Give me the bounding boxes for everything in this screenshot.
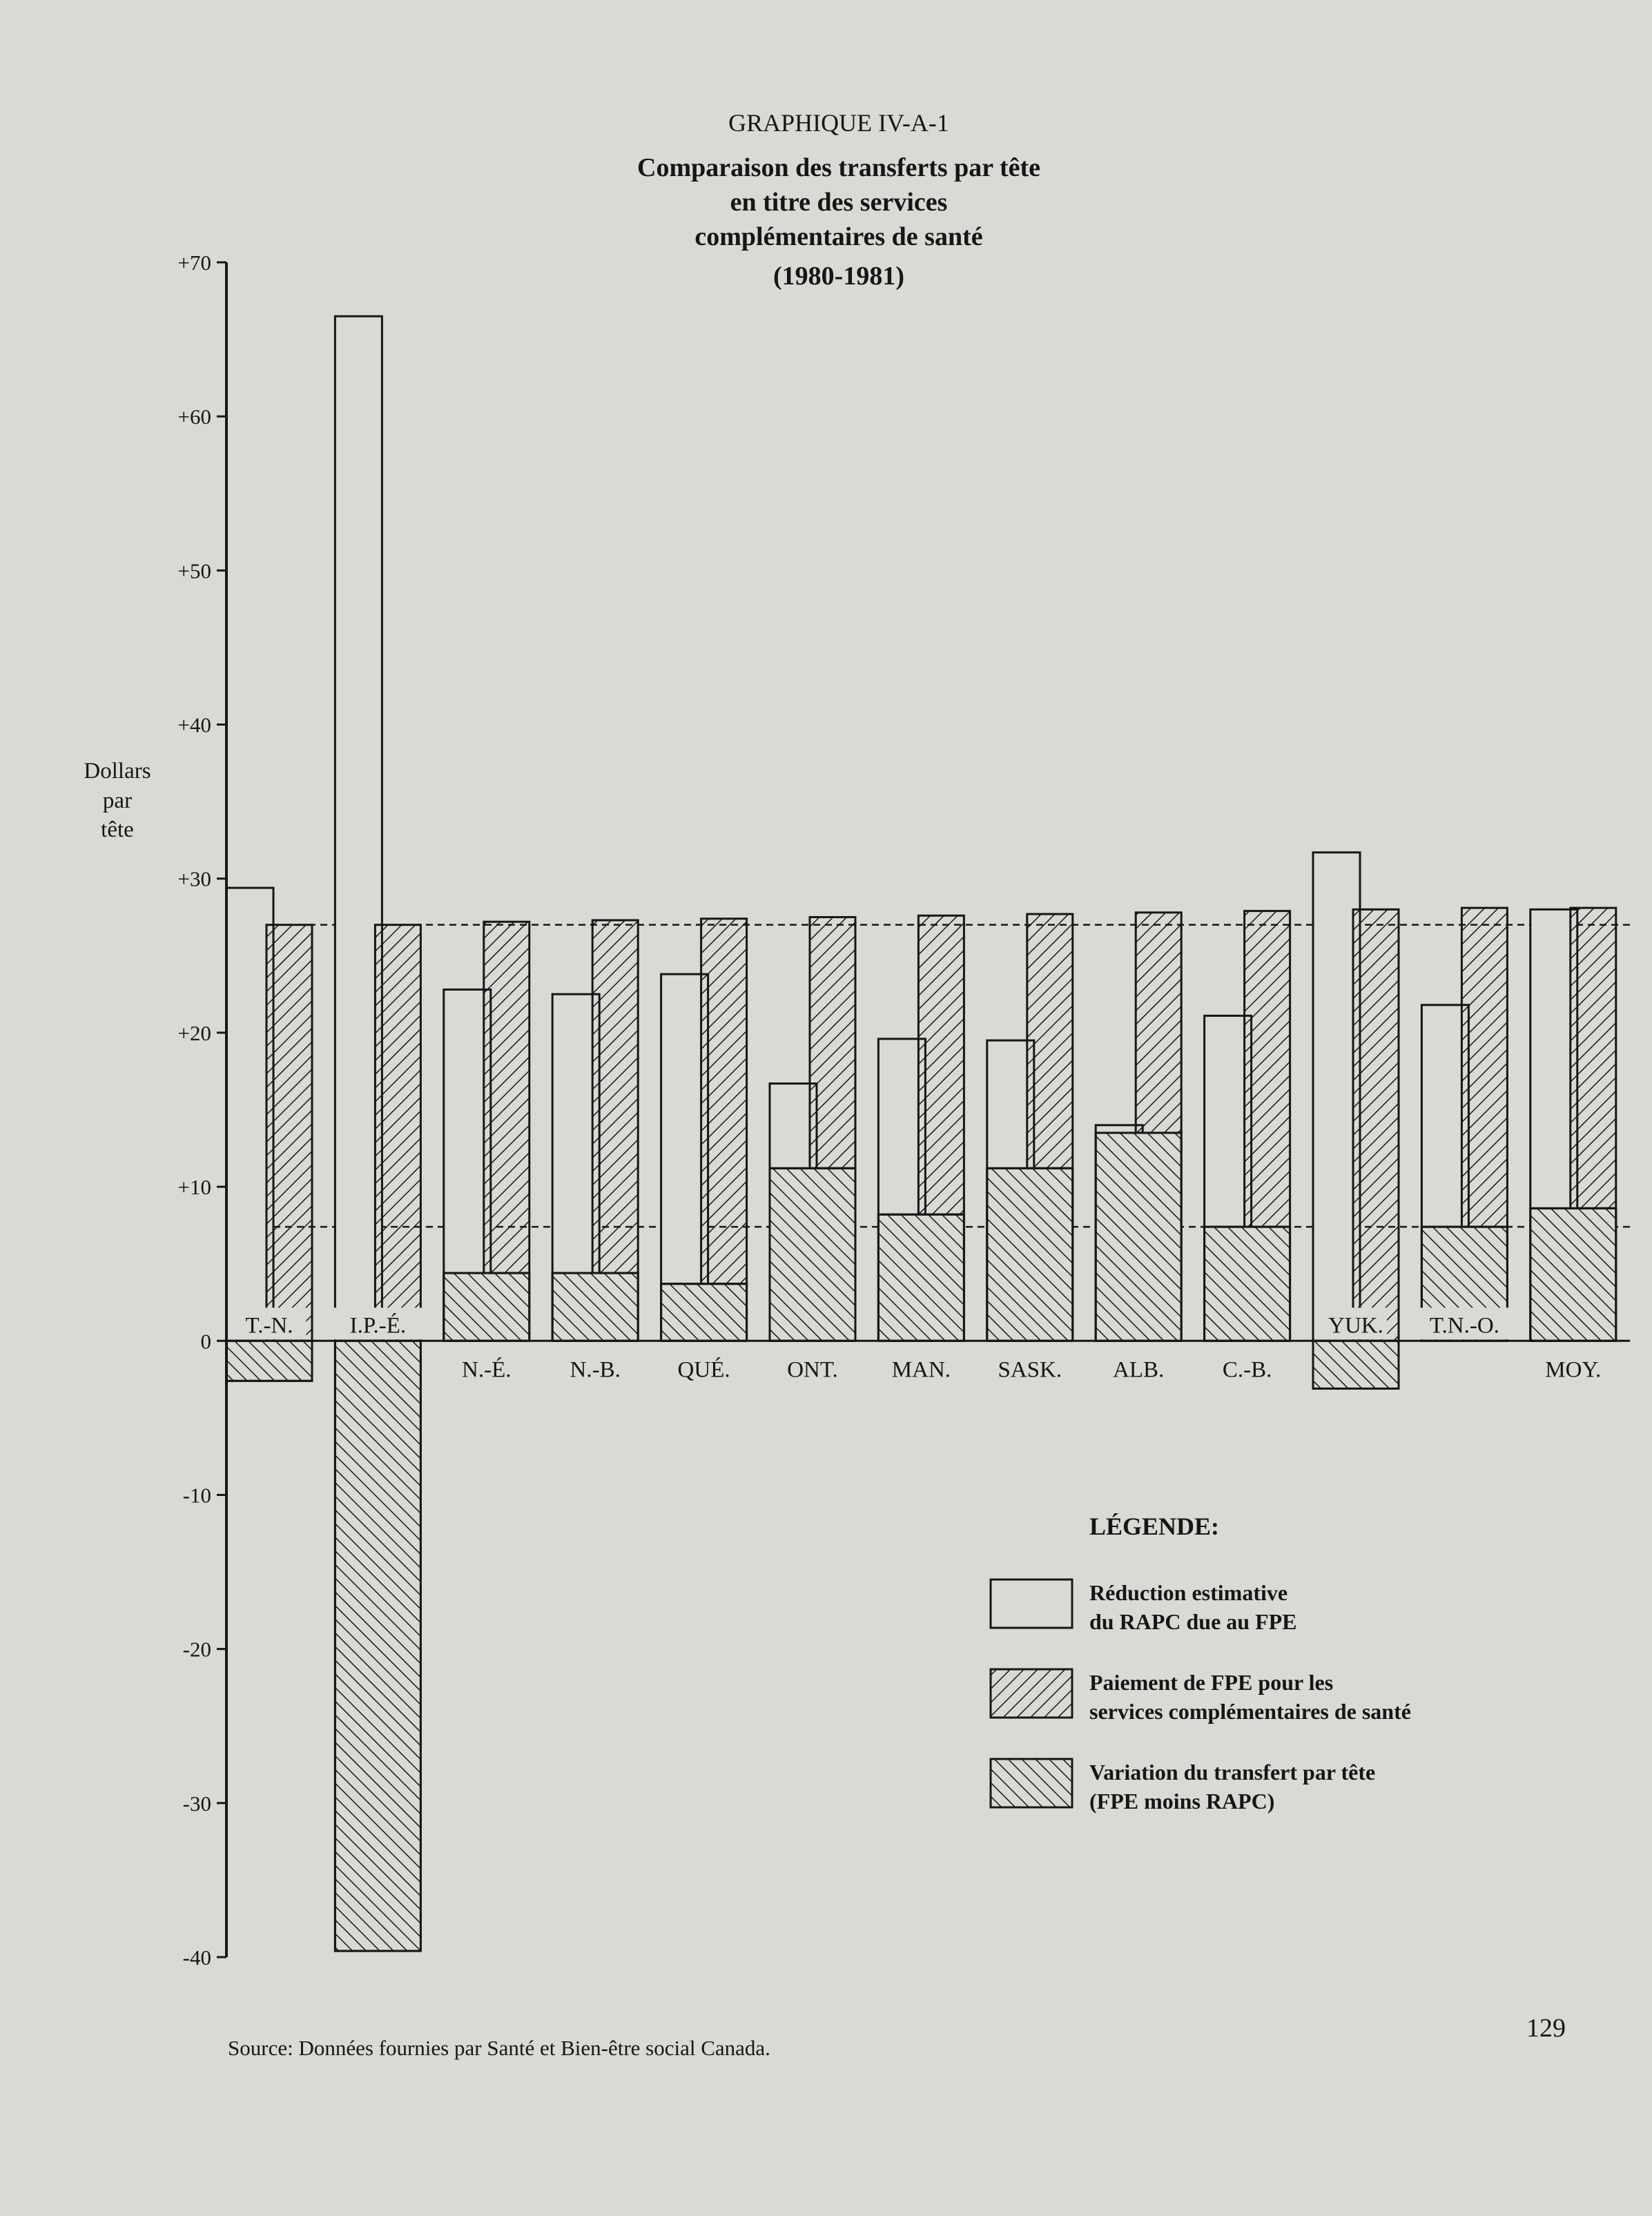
category-label: MOY. xyxy=(1545,1357,1602,1383)
category-label: I.P.-É. xyxy=(349,1313,407,1339)
category-label: YUK. xyxy=(1328,1313,1383,1339)
category-label: QUÉ. xyxy=(677,1357,730,1383)
bar-fpe-payment-tno xyxy=(1461,908,1507,1227)
bar-fpe-payment-ont xyxy=(810,917,855,1169)
bar-variation-alb xyxy=(1096,1133,1181,1341)
legend-title: LÉGENDE: xyxy=(1089,1513,1220,1540)
bar-fpe-payment-qu xyxy=(701,919,747,1284)
bar-variation-ont xyxy=(770,1168,855,1341)
legend-label: Réduction estimative xyxy=(1089,1580,1288,1605)
y-tick-label: -10 xyxy=(182,1483,211,1508)
category-label: MAN. xyxy=(891,1357,951,1383)
y-axis-label-line-3: tête xyxy=(101,817,134,842)
bar-variation-moy xyxy=(1530,1208,1616,1341)
y-tick-label: +50 xyxy=(177,558,211,583)
bar-variation-ip xyxy=(335,1341,420,1951)
bar-fpe-payment-moy xyxy=(1571,908,1616,1208)
legend-swatch-diagonal-right xyxy=(991,1669,1072,1718)
legend-label: services complémentaires de santé xyxy=(1089,1699,1411,1724)
bar-fpe-payment-sask xyxy=(1027,914,1073,1168)
y-tick-label: +30 xyxy=(177,866,211,891)
category-label: T.N.-O. xyxy=(1429,1313,1499,1339)
bar-variation-nb xyxy=(552,1273,638,1341)
legend-label: Paiement de FPE pour les xyxy=(1089,1670,1334,1695)
legend-swatch-diagonal-left xyxy=(991,1759,1072,1807)
y-axis-label-line-2: par xyxy=(102,788,133,813)
y-axis-label-line-1: Dollars xyxy=(84,759,151,784)
bar-variation-n xyxy=(444,1273,529,1341)
bar-variation-cb xyxy=(1205,1227,1290,1341)
bar-fpe-payment-n xyxy=(484,922,529,1273)
legend-entries xyxy=(991,1580,1411,1814)
category-label: N.-B. xyxy=(570,1357,621,1383)
plot-area xyxy=(178,251,1634,1970)
source-note: Source: Données fournies par Santé et Bien-être social Canada. xyxy=(228,2036,770,2060)
bar-fpe-payment-cb xyxy=(1245,911,1290,1227)
chart-title-line-1: Comparaison des transferts par tête xyxy=(637,153,1040,182)
y-tick-label: +10 xyxy=(177,1175,211,1200)
y-tick-label: +40 xyxy=(177,712,211,737)
bar-fpe-payment-ip xyxy=(375,925,420,1341)
category-label: N.-É. xyxy=(462,1357,512,1383)
bar-fpe-payment-yuk xyxy=(1353,909,1399,1341)
y-tick-label: +70 xyxy=(177,251,211,275)
y-tick-label: -40 xyxy=(182,1945,211,1970)
bar-fpe-payment-alb xyxy=(1136,913,1181,1133)
legend-label: (FPE moins RAPC) xyxy=(1089,1789,1275,1814)
y-tick-label: -30 xyxy=(182,1791,211,1816)
category-label: ALB. xyxy=(1113,1357,1165,1383)
chart-title-line-3: complémentaires de santé xyxy=(694,222,983,251)
bar-variation-man xyxy=(878,1214,964,1341)
y-tick-label: +60 xyxy=(177,405,211,429)
legend-label: Variation du transfert par tête xyxy=(1089,1760,1376,1785)
bar-fpe-payment-nb xyxy=(592,920,638,1273)
bar-variation-sask xyxy=(987,1168,1073,1341)
bar-variation-tn xyxy=(226,1341,312,1381)
chart-title-line-2: en titre des services xyxy=(730,188,948,217)
bar-fpe-payment-man xyxy=(918,915,964,1214)
chart-title-line-4: (1980-1981) xyxy=(773,262,904,291)
category-label: SASK. xyxy=(998,1357,1062,1383)
legend-label: du RAPC due au FPE xyxy=(1089,1609,1297,1634)
bar-fpe-payment-tn xyxy=(266,925,312,1341)
y-tick-label: -20 xyxy=(182,1637,211,1662)
category-label: C.-B. xyxy=(1222,1357,1272,1383)
bar-variation-yuk xyxy=(1313,1341,1399,1388)
page-number: 129 xyxy=(1526,2014,1566,2043)
figure-heading: GRAPHIQUE IV-A-1 xyxy=(728,109,949,137)
category-label: T.-N. xyxy=(245,1313,293,1339)
y-tick-label: 0 xyxy=(200,1329,211,1354)
y-tick-label: +20 xyxy=(177,1020,211,1045)
legend xyxy=(991,1513,1411,1814)
bar-variation-qu xyxy=(661,1284,747,1341)
legend-swatch-blank xyxy=(991,1580,1072,1628)
category-label: ONT. xyxy=(787,1357,838,1383)
